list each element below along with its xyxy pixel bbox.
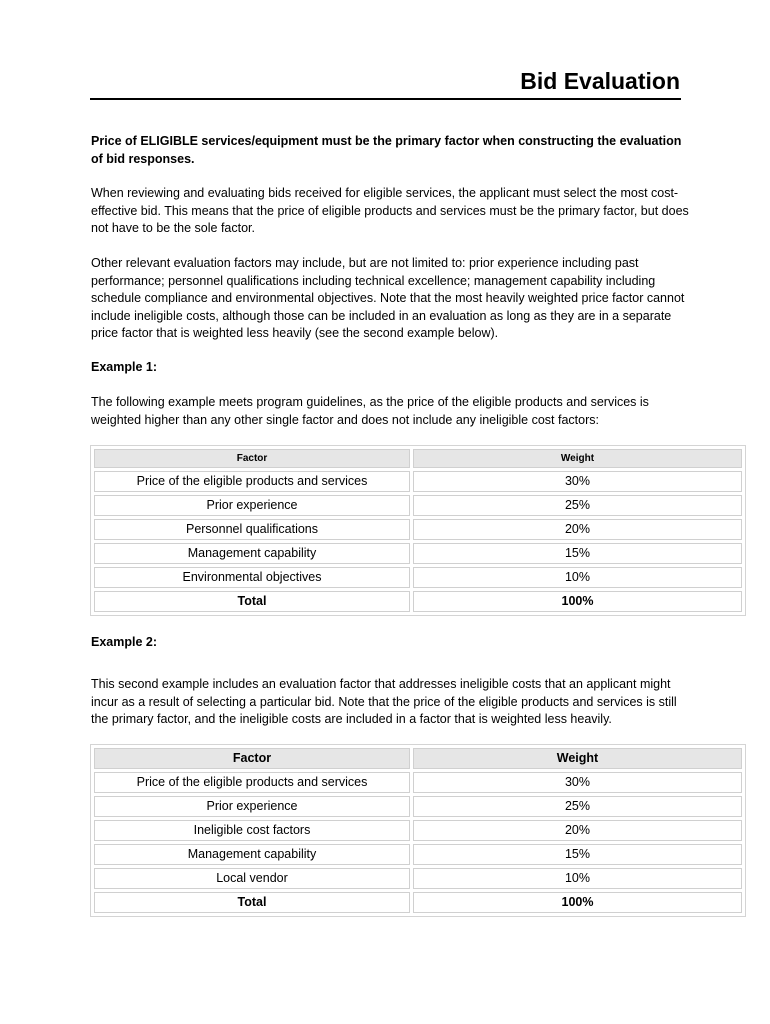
factor-header: Factor	[94, 449, 410, 468]
table-row	[94, 820, 742, 841]
paragraph-cost-effective: When reviewing and evaluating bids received for eligible services, the applicant must select the most cost-effective bid. This means that the price of eligible products and services must be the primary factor, but does not have to be the sole factor.	[91, 186, 689, 235]
example1-heading: Example 1:	[91, 360, 158, 374]
table-row	[94, 495, 742, 516]
weight-cell: 25%	[413, 796, 742, 817]
total-label: Total	[94, 892, 410, 913]
total-value: 100%	[413, 892, 742, 913]
weight-cell: 30%	[413, 772, 742, 793]
example1-text: The following example meets program guidelines, as the price of the eligible products and services is weighted higher than any other single factor and does not include any ineligible cost factors:	[91, 395, 649, 427]
weight-header: Weight	[413, 449, 742, 468]
weight-cell: 15%	[413, 844, 742, 865]
factor-cell: Management capability	[94, 844, 410, 865]
title-rule	[90, 98, 681, 100]
factor-cell: Ineligible cost factors	[94, 820, 410, 841]
weight-cell: 25%	[413, 495, 742, 516]
weight-cell: 30%	[413, 471, 742, 492]
table-row	[94, 796, 742, 817]
table-row	[94, 772, 742, 793]
factor-cell: Environmental objectives	[94, 567, 410, 588]
table-row	[94, 519, 742, 540]
table-row	[94, 471, 742, 492]
weight-cell: 20%	[413, 820, 742, 841]
total-label: Total	[94, 591, 410, 612]
factor-cell: Price of the eligible products and services	[94, 772, 410, 793]
table-row	[94, 844, 742, 865]
weight-cell: 15%	[413, 543, 742, 564]
factor-header: Factor	[94, 748, 410, 769]
example2-heading: Example 2:	[91, 635, 158, 649]
table-header-row	[94, 748, 742, 769]
table-header-row	[94, 449, 742, 468]
total-row	[94, 591, 742, 612]
factor-cell: Management capability	[94, 543, 410, 564]
weight-cell: 20%	[413, 519, 742, 540]
factor-cell: Personnel qualifications	[94, 519, 410, 540]
factor-cell: Prior experience	[94, 796, 410, 817]
weight-cell: 10%	[413, 868, 742, 889]
factor-cell: Price of the eligible products and services	[94, 471, 410, 492]
table-row	[94, 868, 742, 889]
table-row	[94, 567, 742, 588]
intro-bold-text: Price of ELIGIBLE services/equipment must be the primary factor when constructing the evaluation of bid responses.	[91, 134, 682, 166]
example2-text: This second example includes an evaluation factor that addresses ineligible costs that an applicant might incur as a result of selecting a particular bid. Note that the price of the eligible products and services is still the primary factor, and the ineligible costs are included in a factor that is weighted less heavily.	[91, 677, 677, 726]
weight-cell: 10%	[413, 567, 742, 588]
total-row	[94, 892, 742, 913]
factor-cell: Prior experience	[94, 495, 410, 516]
example1-table	[90, 445, 746, 616]
total-value: 100%	[413, 591, 742, 612]
factor-cell: Local vendor	[94, 868, 410, 889]
table-row	[94, 543, 742, 564]
paragraph-other-factors: Other relevant evaluation factors may include, but are not limited to: prior experience including past performance; personnel qualifications including technical excellence; management capability including schedule compliance and environmental objectives. Note that the most heavily weighted price factor cannot include ineligible costs, although those can be included in an evaluation as long as they are in a separate price factor that is weighted less heavily (see the second example below).	[91, 256, 685, 340]
weight-header: Weight	[413, 748, 742, 769]
example2-table	[90, 744, 746, 917]
page-title: Bid Evaluation	[520, 68, 680, 94]
